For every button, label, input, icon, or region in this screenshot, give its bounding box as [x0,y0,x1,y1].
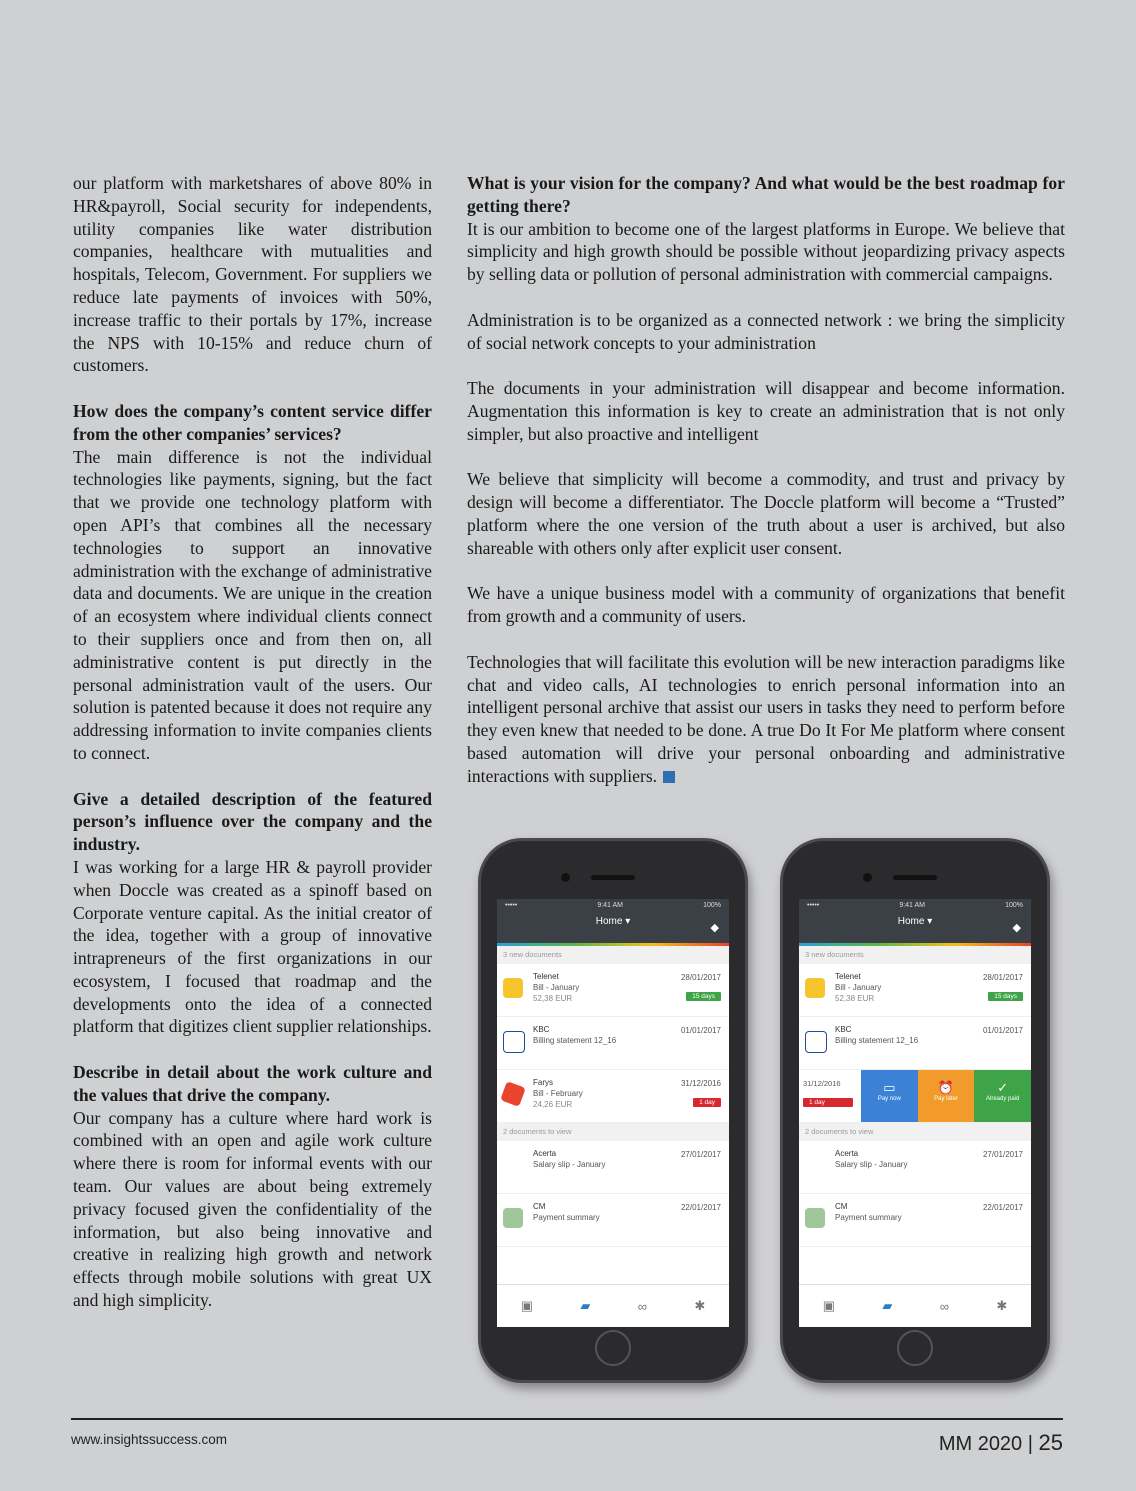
camera-icon [863,873,872,882]
doc-date: 22/01/2017 [680,1203,721,1212]
separator: | [1027,1433,1033,1455]
page-number: 25 [1038,1430,1063,1455]
pay-now-label: Pay now [877,1096,901,1102]
tag-icon[interactable]: ◆ [710,922,719,934]
doc-sender: Farys [533,1078,553,1087]
doc-date: 31/12/2016 [803,1079,841,1088]
cm-logo-icon [805,1208,825,1228]
document-item[interactable] [799,1141,1031,1194]
document-item[interactable] [497,1070,729,1123]
app-bar [799,899,1031,943]
battery: 100% [703,902,721,909]
doc-title: Bill - February [533,1089,583,1098]
doc-sender: Telenet [835,972,861,981]
due-badge: 1 day [803,1098,853,1107]
doc-date: 27/01/2017 [982,1150,1023,1159]
doc-date: 31/12/2016 [680,1079,721,1088]
clock: 9:41 AM [899,902,926,909]
doc-amount: 52,38 EUR [835,994,875,1003]
swiped-item-left [799,1070,861,1122]
status-bar [497,899,729,909]
document-item[interactable] [799,1194,1031,1247]
doc-sender: Acerta [533,1149,557,1158]
due-badge: 15 days [988,992,1023,1001]
document-item[interactable] [799,1017,1031,1070]
page-number-block [939,1430,1063,1456]
documents-tab-icon[interactable]: ▰ [882,1298,893,1313]
section-header: 3 new documents [497,946,729,964]
doc-title: Salary slip - January [835,1160,908,1169]
due-badge: 1 day [693,1098,721,1107]
section-header: 2 documents to view [497,1123,729,1141]
phone-mockup [780,838,1050,1383]
home-menu[interactable]: Home ▾ [595,916,631,927]
doc-date: 27/01/2017 [680,1150,721,1159]
document-item[interactable] [497,964,729,1017]
doc-date: 01/01/2017 [680,1026,721,1035]
interview-answer: I was working for a large HR & payroll provider when Doccle was created as a spinoff based on Corporate venture capital. As the initial creator of the idea, together with a group of innovative intrapreneurs of the first organizations in our ecosystem, I focused that roadmap and the developments onto the idea of a connected platform that digitizes client supplier relationships. [73,856,432,1037]
doc-amount: 24,26 EUR [533,1100,573,1109]
doc-sender: KBC [533,1025,550,1034]
document-item[interactable] [799,964,1031,1017]
tab-bar [497,1284,729,1327]
kbc-logo-icon [503,1031,525,1053]
phone-mockup [478,838,748,1383]
battery: 100% [1005,902,1023,909]
footer-divider [71,1418,1063,1420]
tab-bar [799,1284,1031,1327]
interview-question: Give a detailed description of the featured person’s influence over the company and the industry. [73,788,432,855]
doc-amount: 52,38 EUR [533,994,573,1003]
telenet-logo-icon [503,978,523,998]
doc-sender: CM [835,1202,848,1211]
app-bar [497,899,729,943]
home-menu[interactable]: Home ▾ [897,916,933,927]
doc-date: 28/01/2017 [680,973,721,982]
home-button [897,1330,933,1366]
doc-title: Payment summary [835,1213,902,1222]
interview-answer: The main difference is not the individual technologies like payments, signing, but the fact that we provide one technology platform with open API’s that combines all the necessary technologies to support an innovative administration with the exchange of administrative data and documents. We are unique in the creation of an ecosystem where individual clients connect to their suppliers once and from then on, all administrative content is put directly in the personal administration vault of the users. Our solution is patented because it does not require any addressing information to invite companies clients to connect. [73,446,432,763]
doc-title: Bill - January [835,983,882,992]
pay-now-button[interactable] [861,1070,918,1122]
speaker-icon [591,875,635,880]
camera-tab-icon[interactable]: ▣ [520,1298,533,1313]
interview-question: How does the company’s content service differ from the other companies’ services? [73,400,432,444]
cm-logo-icon [503,1208,523,1228]
pay-later-label: Pay later [934,1096,958,1102]
article-paragraph: We believe that simplicity will become a commodity, and trust and privacy by design will become a differentiator. The Doccle platform will become a “Trusted” platform where the one version of the truth about a user is archived, but also shareable with others only after explicit user consent. [467,469,1065,558]
interview-question: What is your vision for the company? And what would be the best roadmap for getting there? [467,173,1065,216]
article-paragraph: Administration is to be organized as a connected network : we bring the simplicity of social network concepts to your administration [467,309,1065,353]
interview-question: Describe in detail about the work culture and the values that drive the company. [73,1062,432,1105]
doc-title: Salary slip - January [533,1160,606,1169]
telenet-logo-icon [805,978,825,998]
article-paragraph [467,651,1065,788]
article-paragraph: our platform with marketshares of above 80% in HR&payroll, Social security for independents, utility companies like water distribution companies, healthcare with mutualities and hospitals, Telecom, Government. For suppliers we reduce late payments of invoices with 50%, increase traffic to their portals by 17%, increase the NPS with 10-15% and reduce churn of customers. [73,173,432,376]
interview-answer: It is our ambition to become one of the largest platforms in Europe. We believe that simplicity and high growth should be possible without jeopardizing privacy aspects by selling data or pollution of personal administration with commercial campaigns. [467,218,1065,285]
doc-title: Bill - January [533,983,580,992]
article-paragraph: The documents in your administration will disappear and become information. Augmentation this information is key to create an administration that is not only simpler, but also proactive and intelligent [467,378,1065,444]
right-column [467,172,1065,810]
doc-date: 28/01/2017 [982,973,1023,982]
carrier: ••••• [505,902,518,909]
swipe-actions [799,1070,1031,1122]
check-icon: ✓ [997,1080,1009,1095]
camera-icon [561,873,570,882]
kbc-logo-icon [805,1031,827,1053]
home-button [595,1330,631,1366]
doc-sender: KBC [835,1025,852,1034]
doc-sender: CM [533,1202,546,1211]
already-paid-button[interactable] [974,1070,1031,1122]
settings-tab-icon[interactable]: ✱ [694,1298,706,1313]
phone-screen [799,899,1031,1327]
carrier: ••••• [807,902,820,909]
card-icon: ▭ [883,1080,896,1095]
speaker-icon [893,875,937,880]
doc-title: Billing statement 12_16 [835,1036,919,1045]
end-mark-icon [663,771,675,783]
doc-title: Billing statement 12_16 [533,1036,617,1045]
section-header: 2 documents to view [799,1123,1031,1141]
app-screenshots [474,838,1064,1390]
article-paragraph: We have a unique business model with a community of organizations that benefit from growth and a community of users. [467,583,1065,627]
document-item[interactable] [497,1141,729,1194]
document-item[interactable] [497,1194,729,1247]
connections-tab-icon[interactable]: ∞ [939,1298,950,1314]
issue-label: MM 2020 [938,1433,1023,1455]
doc-date: 01/01/2017 [982,1026,1023,1035]
due-badge: 15 days [686,992,721,1001]
settings-tab-icon[interactable]: ✱ [996,1298,1008,1313]
interview-answer: Our company has a culture where hard work is combined with an open and agile work culture where there is room for informal events with our team. Our values are about being extremely privacy focused given the confidentiality of the information, but also being innovative and creative in realizing high growth and network effects through mobile solutions with great UX and high simplicity. [73,1107,432,1311]
acerta-logo-icon [805,1155,825,1175]
farys-logo-icon [500,1081,526,1107]
pay-later-button[interactable] [918,1070,975,1122]
alarm-icon: ⏰ [937,1080,955,1095]
doc-title: Payment summary [533,1213,600,1222]
phone-screen [497,899,729,1327]
documents-tab-icon[interactable]: ▰ [580,1298,591,1313]
doc-sender: Telenet [533,972,559,981]
doc-sender: Acerta [835,1149,859,1158]
status-bar [799,899,1031,909]
document-item[interactable] [497,1017,729,1070]
left-column [73,172,432,1335]
clock: 9:41 AM [597,902,624,909]
already-paid-label: Already paid [986,1096,1020,1102]
doc-date: 22/01/2017 [982,1203,1023,1212]
connections-tab-icon[interactable]: ∞ [637,1298,648,1314]
acerta-logo-icon [503,1155,523,1175]
swiped-document-item[interactable] [799,1070,1031,1123]
footer-url[interactable]: www.insightssuccess.com [71,1432,228,1447]
tag-icon[interactable]: ◆ [1012,922,1021,934]
camera-tab-icon[interactable]: ▣ [822,1298,835,1313]
article-paragraph-text: Technologies that will facilitate this evolution will be new interaction paradigms like chat and video calls, AI technologies to enrich personal information into an intelligent personal archive that assist our users in tasks they need to perform before they even knew that needed to be done. A true Do It For Me platform where consent based automation will drive your personal onboarding and administrative interactions with suppliers. [467,651,1065,786]
section-header: 3 new documents [799,946,1031,964]
